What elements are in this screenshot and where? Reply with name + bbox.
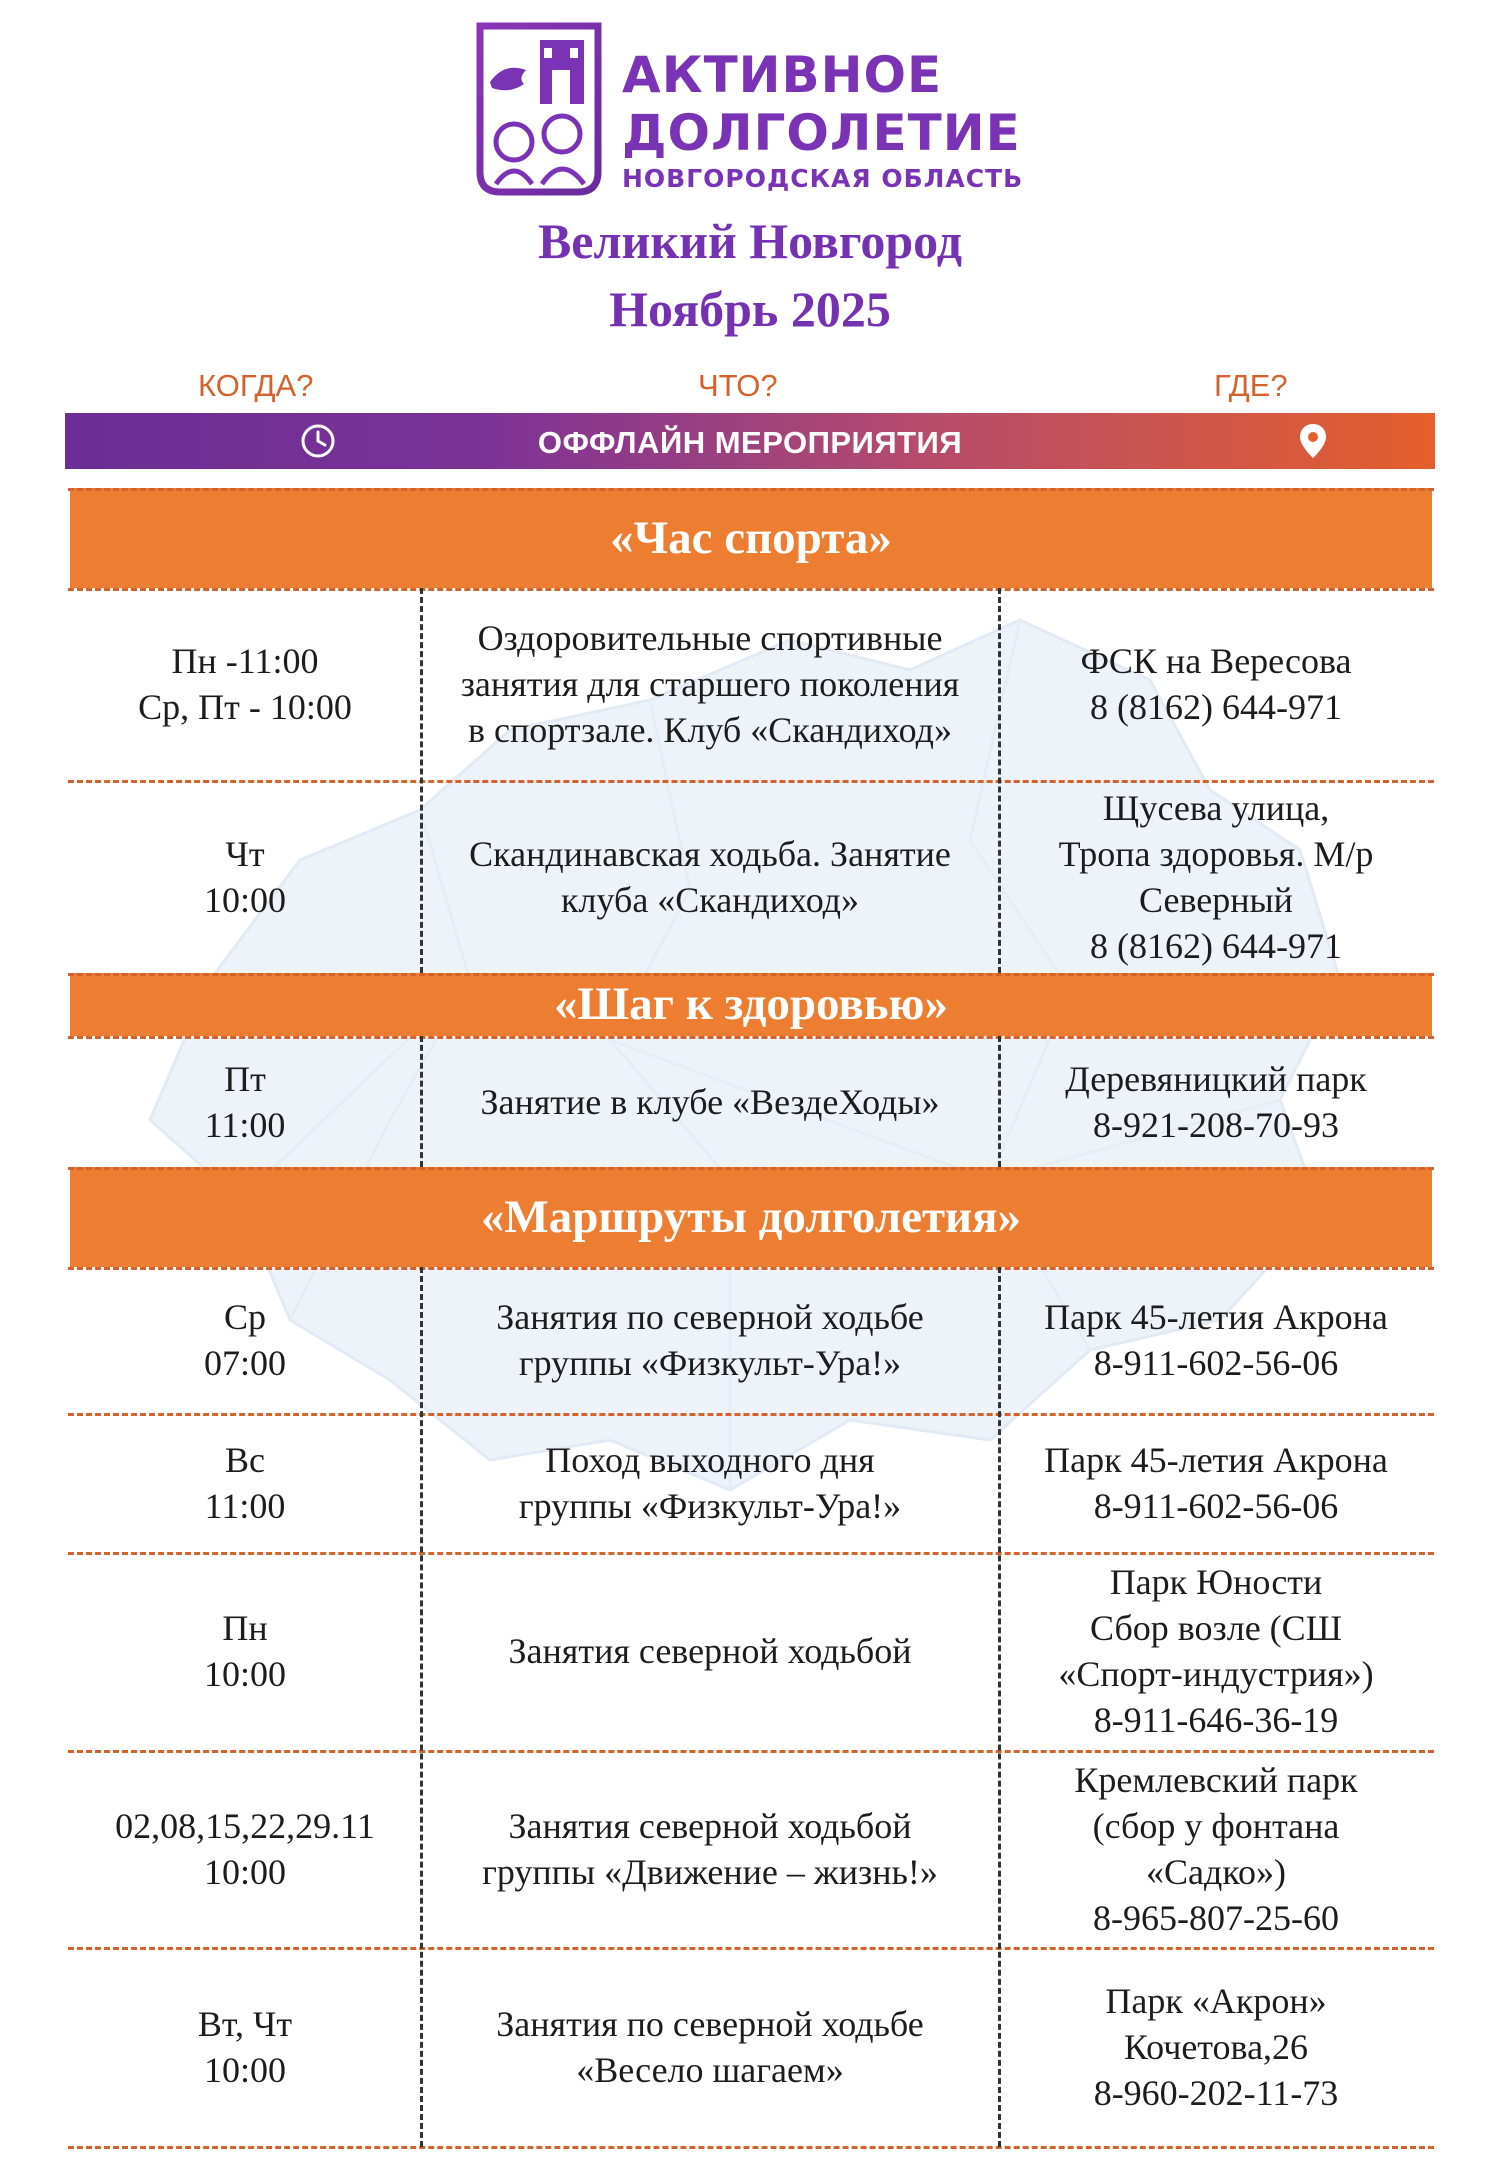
event-when bbox=[70, 780, 420, 973]
event-where bbox=[1000, 1413, 1432, 1552]
event-what bbox=[422, 1947, 998, 2146]
table-divider bbox=[68, 488, 1434, 491]
when-line: Чт bbox=[225, 833, 265, 874]
offline-events-banner bbox=[65, 413, 1435, 469]
what-line: Оздоровительные спортивные bbox=[477, 618, 943, 658]
where-line: Сбор возле (СШ bbox=[1090, 1608, 1342, 1648]
what-line: Занятия северной ходьбой bbox=[508, 1631, 912, 1671]
banner-title: ОФФЛАЙН МЕРОПРИЯТИЯ bbox=[537, 425, 963, 460]
when-line: 10:00 bbox=[203, 1851, 286, 1892]
what-line: группы «Физкульт-Ура!» bbox=[518, 1485, 902, 1526]
event-what bbox=[422, 1552, 998, 1750]
where-line: «Спорт-индустрия») bbox=[1058, 1654, 1374, 1694]
where-line: Северный bbox=[1139, 879, 1293, 920]
table-divider bbox=[68, 588, 1434, 591]
table-divider bbox=[68, 2146, 1434, 2149]
month-title: Ноябрь 2025 bbox=[609, 281, 891, 337]
where-line: Парк 45-летия Акрона bbox=[1044, 1297, 1388, 1337]
event-when bbox=[70, 1947, 420, 2146]
when-line: Вс bbox=[225, 1439, 265, 1480]
column-label-when: КОГДА? bbox=[198, 368, 314, 403]
column-divider bbox=[420, 588, 423, 973]
when-line: 10:00 bbox=[203, 1654, 286, 1694]
when-line: 11:00 bbox=[204, 1104, 286, 1145]
when-line: 02,08,15,22,29.11 bbox=[115, 1805, 375, 1846]
section-title-step-to-health: «Шаг к здоровью» bbox=[70, 973, 1432, 1036]
where-line: 8-921-208-70-93 bbox=[1093, 1104, 1339, 1145]
column-divider bbox=[420, 1267, 423, 2147]
table-divider bbox=[68, 780, 1434, 783]
what-line: Занятия по северной ходьбе bbox=[496, 1297, 924, 1337]
what-line: группы «Физкульт-Ура!» bbox=[518, 1343, 902, 1383]
event-where bbox=[1000, 1750, 1432, 1947]
where-line: 8 (8162) 644-971 bbox=[1090, 925, 1342, 966]
event-what bbox=[422, 1750, 998, 1947]
event-when bbox=[70, 1552, 420, 1750]
where-line: Деревяницкий парк bbox=[1065, 1058, 1367, 1099]
when-line: 10:00 bbox=[203, 2049, 286, 2090]
column-label-what: ЧТО? bbox=[698, 368, 778, 403]
logo-emblem-icon bbox=[474, 22, 604, 197]
event-where bbox=[1000, 1036, 1432, 1167]
what-line: Поход выходного дня bbox=[545, 1439, 875, 1480]
event-where bbox=[1000, 1947, 1432, 2146]
column-divider bbox=[998, 588, 1001, 973]
when-line: Ср bbox=[223, 1297, 266, 1337]
what-line: группы «Движение – жизнь!» bbox=[482, 1851, 938, 1892]
when-line: Пн bbox=[222, 1608, 268, 1648]
where-line: Парк 45-летия Акрона bbox=[1044, 1439, 1388, 1480]
event-when bbox=[70, 1267, 420, 1413]
logo-text bbox=[622, 46, 1023, 196]
section-title-sport-hour: «Час спорта» bbox=[70, 488, 1432, 588]
when-line: Ср, Пт - 10:00 bbox=[138, 687, 352, 727]
event-when bbox=[70, 1750, 420, 1947]
location-pin-icon bbox=[1298, 422, 1328, 460]
logo-line-1: АКТИВНОЕ bbox=[622, 46, 943, 104]
column-divider bbox=[420, 1036, 423, 1167]
where-line: Тропа здоровья. М/р bbox=[1058, 833, 1374, 874]
what-line: «Весело шагаем» bbox=[576, 2049, 844, 2090]
where-line: Кочетова,26 bbox=[1123, 2026, 1309, 2067]
where-line: 8 (8162) 644-971 bbox=[1090, 687, 1342, 727]
when-line: Пт bbox=[224, 1058, 266, 1099]
what-line: занятия для старшего поколения bbox=[460, 664, 960, 704]
event-where bbox=[1000, 1267, 1432, 1413]
event-when bbox=[70, 1036, 420, 1167]
where-line: «Садко») bbox=[1146, 1851, 1286, 1892]
table-divider bbox=[68, 1750, 1434, 1753]
table-divider bbox=[68, 973, 1434, 976]
event-when bbox=[70, 588, 420, 780]
where-line: Кремлевский парк bbox=[1074, 1759, 1358, 1800]
city-title: Великий Новгород bbox=[537, 213, 963, 269]
logo bbox=[474, 22, 1034, 202]
section-title-longevity-routes: «Маршруты долголетия» bbox=[70, 1167, 1432, 1267]
where-line: 8-911-602-56-06 bbox=[1093, 1485, 1339, 1526]
event-where bbox=[1000, 1552, 1432, 1750]
where-line: ФСК на Вересова bbox=[1080, 641, 1352, 681]
when-line: 07:00 bbox=[203, 1343, 286, 1383]
table-divider bbox=[68, 1167, 1434, 1170]
what-line: Занятие в клубе «ВездеХоды» bbox=[480, 1081, 940, 1122]
where-line: (сбор у фонтана bbox=[1092, 1805, 1340, 1846]
event-what bbox=[422, 1036, 998, 1167]
table-divider bbox=[68, 1267, 1434, 1270]
what-line: Скандинавская ходьба. Занятие bbox=[469, 833, 951, 874]
event-where bbox=[1000, 588, 1432, 780]
where-line: 8-960-202-11-73 bbox=[1093, 2072, 1339, 2113]
event-what bbox=[422, 1413, 998, 1552]
event-what bbox=[422, 780, 998, 973]
column-divider bbox=[998, 1267, 1001, 2147]
what-line: в спортзале. Клуб «Скандиход» bbox=[468, 710, 952, 750]
table-divider bbox=[68, 1036, 1434, 1039]
table-divider bbox=[68, 1947, 1434, 1950]
what-line: Занятия по северной ходьбе bbox=[496, 2003, 924, 2044]
when-line: 10:00 bbox=[203, 879, 286, 920]
column-divider bbox=[998, 1036, 1001, 1167]
when-line: 11:00 bbox=[204, 1485, 286, 1526]
column-label-where: ГДЕ? bbox=[1214, 368, 1288, 403]
where-line: Парк Юности bbox=[1109, 1562, 1323, 1602]
logo-line-2: ДОЛГОЛЕТИЕ bbox=[622, 104, 1021, 162]
logo-line-3: НОВГОРОДСКАЯ ОБЛАСТЬ bbox=[622, 164, 1024, 193]
where-line: Щусева улица, bbox=[1102, 787, 1330, 828]
table-divider bbox=[68, 1552, 1434, 1555]
event-where bbox=[1000, 780, 1432, 973]
what-line: Занятия северной ходьбой bbox=[508, 1805, 912, 1846]
event-what bbox=[422, 588, 998, 780]
where-line: 8-965-807-25-60 bbox=[1093, 1897, 1339, 1938]
event-when bbox=[70, 1413, 420, 1552]
when-line: Пн -11:00 bbox=[171, 641, 319, 681]
where-line: 8-911-602-56-06 bbox=[1093, 1343, 1339, 1383]
when-line: Вт, Чт bbox=[197, 2003, 293, 2044]
table-divider bbox=[68, 1413, 1434, 1416]
where-line: 8-911-646-36-19 bbox=[1093, 1700, 1339, 1740]
event-what bbox=[422, 1267, 998, 1413]
what-line: клуба «Скандиход» bbox=[561, 879, 859, 920]
where-line: Парк «Акрон» bbox=[1105, 1980, 1327, 2021]
